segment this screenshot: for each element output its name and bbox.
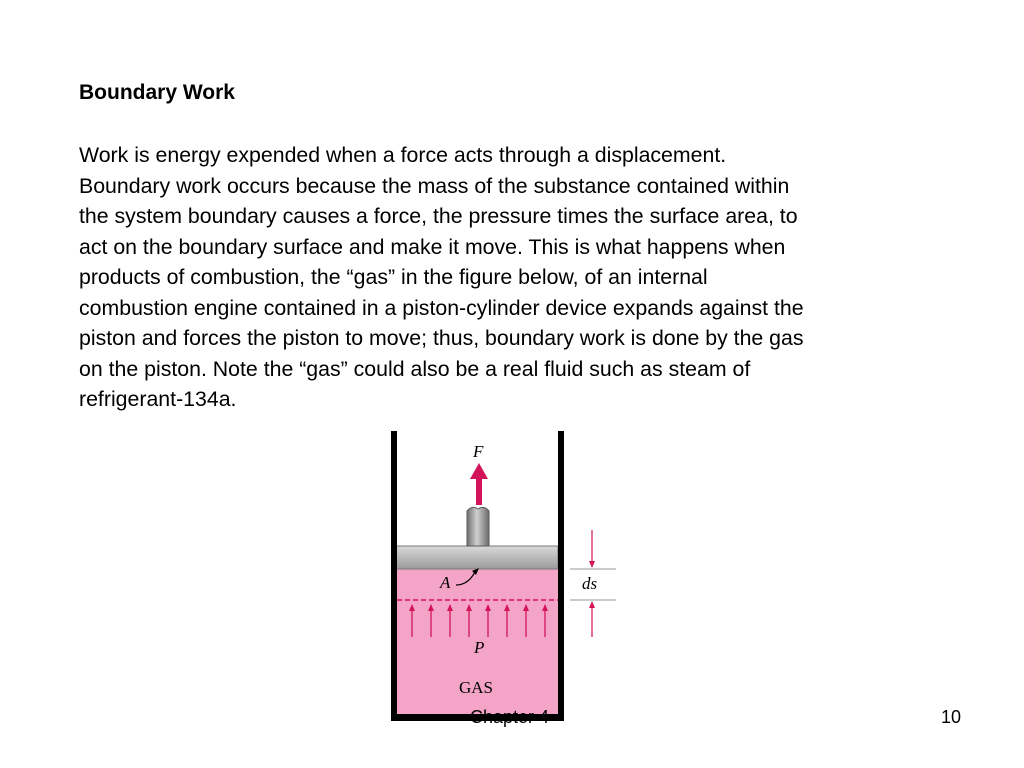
piston-rod — [467, 507, 489, 546]
piston-cylinder-figure — [380, 425, 630, 725]
slide-title: Boundary Work — [79, 81, 235, 104]
page-number: 10 — [941, 707, 962, 727]
body-line: piston and forces the piston to move; thus, boundary work is done by the gas — [79, 326, 804, 350]
piston-cylinder-diagram — [380, 425, 630, 725]
body-line: on the piston. Note the “gas” could also be a real fluid such as steam of — [79, 356, 751, 381]
footer-chapter: Chapter 4 — [470, 707, 550, 727]
displacement-label: ds — [582, 574, 598, 593]
area-label: A — [440, 573, 451, 592]
body-line: refrigerant-134a. — [79, 387, 237, 411]
body-line: act on the boundary surface and make it move. This is what happens when — [79, 234, 786, 259]
force-arrow-shaft — [476, 477, 482, 505]
body-line: the system boundary causes a force, the pressure times the surface area, to — [79, 204, 798, 228]
cylinder-left-wall — [391, 431, 397, 721]
body-line: Boundary work occurs because the mass of the substance contained within — [79, 173, 790, 198]
body-line: combustion engine contained in a piston-cylinder device expands against the — [79, 295, 804, 320]
pressure-label: P — [474, 638, 485, 657]
body-line: products of combustion, the “gas” in the figure below, of an internal — [79, 265, 708, 289]
cylinder-right-wall — [558, 431, 564, 721]
gas-label: GAS — [459, 678, 494, 697]
body-line: Work is energy expended when a force acts through a displacement. — [79, 143, 727, 167]
ds-top-arrow-head — [589, 561, 595, 568]
body-paragraph — [79, 140, 959, 415]
force-label: F — [473, 442, 484, 461]
piston-head — [396, 546, 558, 569]
ds-bottom-arrow-head — [589, 601, 595, 608]
force-arrow-head — [470, 463, 488, 479]
